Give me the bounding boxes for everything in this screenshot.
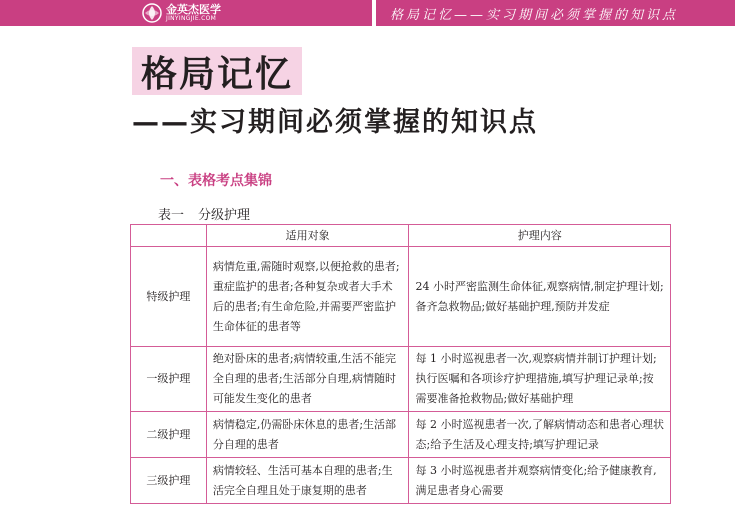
table-row [131, 412, 671, 458]
row-content: 每 3 小时巡视患者并观察病情变化;给予健康教育,满足患者身心需要 [409, 458, 671, 504]
row-target: 病情危重,需随时观察,以便抢救的患者;重症监护的患者;各种复杂或者大手术后的患者;有生命危险,并需要严密监护生命体征的患者等 [206, 247, 409, 347]
brand-logo [142, 3, 221, 23]
running-title: 格局记忆——实习期间必须掌握的知识点 [376, 0, 735, 26]
row-target: 病情较轻、生活可基本自理的患者;生活完全自理且处于康复期的患者 [206, 458, 409, 504]
page-header [0, 0, 735, 26]
table-row [131, 247, 671, 347]
logo-english-name: JINYINGJIE.COM [166, 15, 217, 22]
header-brand-band [0, 0, 372, 26]
table-name: 分级护理 [198, 208, 251, 223]
table-row [131, 347, 671, 412]
row-content: 每 1 小时巡视患者一次,观察病情并制订护理计划;执行医嘱和各项诊疗护理措施,填写护理记录单;按需要准备抢救物品;做好基础护理 [409, 347, 671, 412]
header-target: 适用对象 [206, 225, 409, 247]
title-highlight [132, 47, 302, 95]
table-header-row [131, 225, 671, 247]
row-level: 二级护理 [131, 412, 207, 458]
flower-logo-icon [142, 3, 162, 23]
table-caption [158, 204, 250, 223]
row-content: 每 2 小时巡视患者一次,了解病情动态和患者心理状态;给予生活及心理支持;填写护理记录 [409, 412, 671, 458]
header-content: 护理内容 [409, 225, 671, 247]
row-level: 三级护理 [131, 458, 207, 504]
row-target: 病情稳定,仍需卧床休息的患者;生活部分自理的患者 [206, 412, 409, 458]
table-label: 表一 [158, 208, 185, 223]
row-level: 特级护理 [131, 247, 207, 347]
row-target: 绝对卧床的患者;病情较重,生活不能完全自理的患者;生活部分自理,病情随时可能发生变化的患者 [206, 347, 409, 412]
header-level [131, 225, 207, 247]
page-subtitle: ——实习期间必须掌握的知识点 [132, 107, 538, 138]
section-heading: 一、表格考点集锦 [160, 173, 272, 189]
row-level: 一级护理 [131, 347, 207, 412]
nursing-level-table [130, 224, 671, 504]
logo-chinese-name: 金英杰医学 [166, 3, 221, 16]
page-title: 格局记忆 [140, 53, 293, 95]
row-content: 24 小时严密监测生命体征,观察病情,制定护理计划;备齐急救物品;做好基础护理,预防并发症 [409, 247, 671, 347]
table-row [131, 458, 671, 504]
